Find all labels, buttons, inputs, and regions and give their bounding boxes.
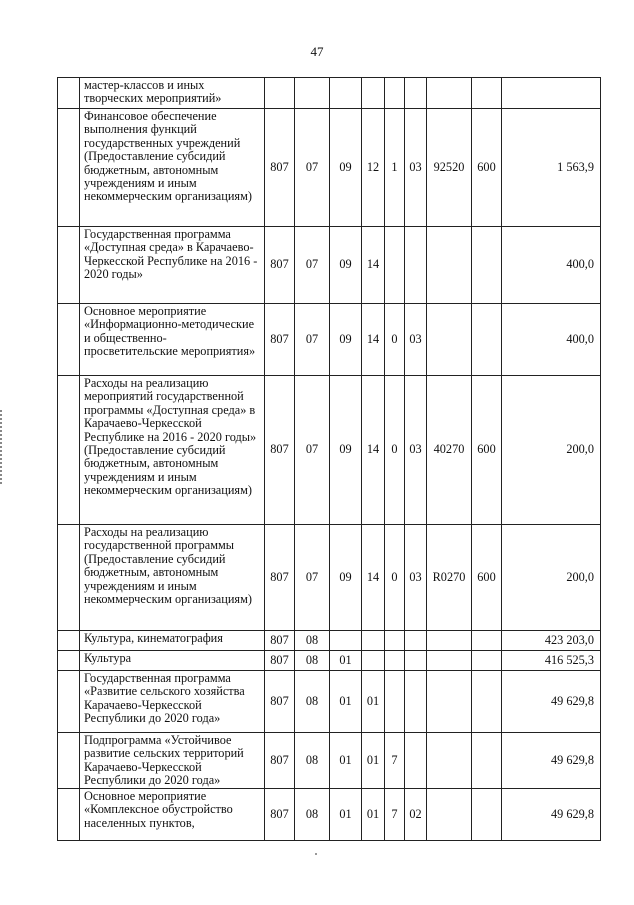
code-subprogram-cell: 0 [385,525,405,631]
code-program-cell: 14 [362,376,385,525]
code-subsection-cell: 01 [330,671,362,733]
code-subprogram-cell: 0 [385,304,405,376]
amount-cell: 1 563,9 [502,109,601,227]
code-subprogram-cell: 7 [385,733,405,789]
code-program-cell [362,631,385,651]
code-subsection-cell: 09 [330,525,362,631]
row-margin-cell [58,651,80,671]
code-program-cell: 12 [362,109,385,227]
row-margin-cell [58,78,80,109]
code-measure-cell: 03 [405,109,427,227]
code-expense-type-cell [472,78,502,109]
code-subprogram-cell [385,631,405,651]
code-admin-cell: 807 [265,304,295,376]
row-name-cell: Культура [80,651,265,671]
code-program-cell: 01 [362,733,385,789]
code-section-cell: 08 [295,789,330,841]
code-subprogram-cell: 0 [385,376,405,525]
row-margin-cell [58,109,80,227]
row-name-cell: Расходы на реализацию государственной программы (Предоставление субсидий бюджетным, автономным учреждениям и иным некоммерческим организациям) [80,525,265,631]
code-admin-cell: 807 [265,376,295,525]
code-measure-cell: 03 [405,304,427,376]
code-measure-cell [405,631,427,651]
scan-dot [315,853,317,855]
code-expense-type-cell [472,631,502,651]
code-direction-cell [427,304,472,376]
code-subsection-cell: 09 [330,109,362,227]
row-margin-cell [58,376,80,525]
code-subprogram-cell: 1 [385,109,405,227]
code-section-cell: 08 [295,651,330,671]
code-measure-cell: 02 [405,789,427,841]
code-section-cell: 08 [295,671,330,733]
code-direction-cell: R0270 [427,525,472,631]
row-margin-cell [58,227,80,304]
code-admin-cell: 807 [265,631,295,651]
code-program-cell: 14 [362,227,385,304]
code-direction-cell: 92520 [427,109,472,227]
code-program-cell [362,651,385,671]
code-admin-cell: 807 [265,733,295,789]
row-name-cell: Основное мероприятие «Комплексное обустройство населенных пунктов, [80,789,265,841]
code-admin-cell: 807 [265,109,295,227]
amount-cell: 400,0 [502,227,601,304]
code-admin-cell: 807 [265,789,295,841]
code-section-cell: 08 [295,733,330,789]
code-direction-cell [427,78,472,109]
code-section-cell: 07 [295,304,330,376]
table-row [58,109,601,227]
code-expense-type-cell: 600 [472,376,502,525]
amount-cell: 49 629,8 [502,733,601,789]
table-row [58,789,601,841]
row-name-cell: Культура, кинематография [80,631,265,651]
row-name-cell: Государственная программа «Развитие сельского хозяйства Карачаево-Черкесской Республики до 2020 года» [80,671,265,733]
table-row [58,733,601,789]
code-subsection-cell: 01 [330,789,362,841]
code-measure-cell [405,227,427,304]
code-direction-cell [427,631,472,651]
code-subsection-cell: 09 [330,227,362,304]
code-subsection-cell: 01 [330,651,362,671]
code-measure-cell [405,651,427,671]
code-program-cell: 14 [362,525,385,631]
code-subsection-cell: 09 [330,376,362,525]
code-subprogram-cell: 7 [385,789,405,841]
row-name-cell: Государственная программа «Доступная среда» в Карачаево-Черкесской Республике на 2016 - 2020 годы» [80,227,265,304]
table-row [58,671,601,733]
code-section-cell: 07 [295,109,330,227]
code-program-cell: 01 [362,789,385,841]
code-subprogram-cell [385,227,405,304]
code-subsection-cell: 09 [330,304,362,376]
code-expense-type-cell [472,651,502,671]
code-expense-type-cell [472,789,502,841]
code-program-cell: 01 [362,671,385,733]
code-subsection-cell [330,78,362,109]
code-expense-type-cell [472,304,502,376]
row-name-cell: мастер-классов и иных творческих мероприятий» [80,78,265,109]
code-section-cell: 07 [295,525,330,631]
table-row [58,304,601,376]
code-admin-cell: 807 [265,671,295,733]
code-expense-type-cell [472,227,502,304]
code-program-cell [362,78,385,109]
amount-cell [502,78,601,109]
code-expense-type-cell [472,733,502,789]
code-admin-cell: 807 [265,525,295,631]
code-admin-cell: 807 [265,651,295,671]
code-direction-cell [427,671,472,733]
budget-table-body [58,78,601,841]
code-subprogram-cell [385,651,405,671]
amount-cell: 49 629,8 [502,671,601,733]
code-measure-cell: 03 [405,376,427,525]
code-direction-cell [427,789,472,841]
code-direction-cell [427,733,472,789]
code-measure-cell: 03 [405,525,427,631]
code-section-cell: 07 [295,227,330,304]
table-row [58,631,601,651]
budget-table [57,77,601,841]
code-admin-cell [265,78,295,109]
row-name-cell: Расходы на реализацию мероприятий государственной программы «Доступная среда» в Карачаево-Черкесской Республике на 2016 - 2020 годы» (Предоставление субсидий бюджетным, автономным учреждениям и иным некоммерческим организациям) [80,376,265,525]
code-expense-type-cell [472,671,502,733]
page-number: 47 [310,44,324,59]
row-name-cell: Финансовое обеспечение выполнения функций государственных учреждений (Предоставление субсидий бюджетным, автономным учреждениям и иным некоммерческим организациям) [80,109,265,227]
code-section-cell: 07 [295,376,330,525]
code-subprogram-cell [385,671,405,733]
code-subsection-cell: 01 [330,733,362,789]
code-subsection-cell [330,631,362,651]
amount-cell: 423 203,0 [502,631,601,651]
row-margin-cell [58,733,80,789]
amount-cell: 400,0 [502,304,601,376]
amount-cell: 200,0 [502,525,601,631]
table-row [58,227,601,304]
amount-cell: 49 629,8 [502,789,601,841]
code-section-cell [295,78,330,109]
row-margin-cell [58,789,80,841]
code-direction-cell: 40270 [427,376,472,525]
code-measure-cell [405,78,427,109]
code-admin-cell: 807 [265,227,295,304]
code-expense-type-cell: 600 [472,525,502,631]
amount-cell: 200,0 [502,376,601,525]
row-margin-cell [58,671,80,733]
scan-margin-mark [0,410,2,484]
row-margin-cell [58,304,80,376]
row-name-cell: Основное мероприятие «Информационно-методические и общественно-просветительские мероприятия» [80,304,265,376]
code-direction-cell [427,651,472,671]
amount-cell: 416 525,3 [502,651,601,671]
table-row [58,525,601,631]
code-subprogram-cell [385,78,405,109]
code-measure-cell [405,671,427,733]
table-row [58,78,601,109]
code-direction-cell [427,227,472,304]
code-section-cell: 08 [295,631,330,651]
row-margin-cell [58,525,80,631]
code-expense-type-cell: 600 [472,109,502,227]
table-row [58,376,601,525]
row-margin-cell [58,631,80,651]
code-program-cell: 14 [362,304,385,376]
row-name-cell: Подпрограмма «Устойчивое развитие сельских территорий Карачаево-Черкесской Республики до 2020 года» [80,733,265,789]
code-measure-cell [405,733,427,789]
table-row [58,651,601,671]
